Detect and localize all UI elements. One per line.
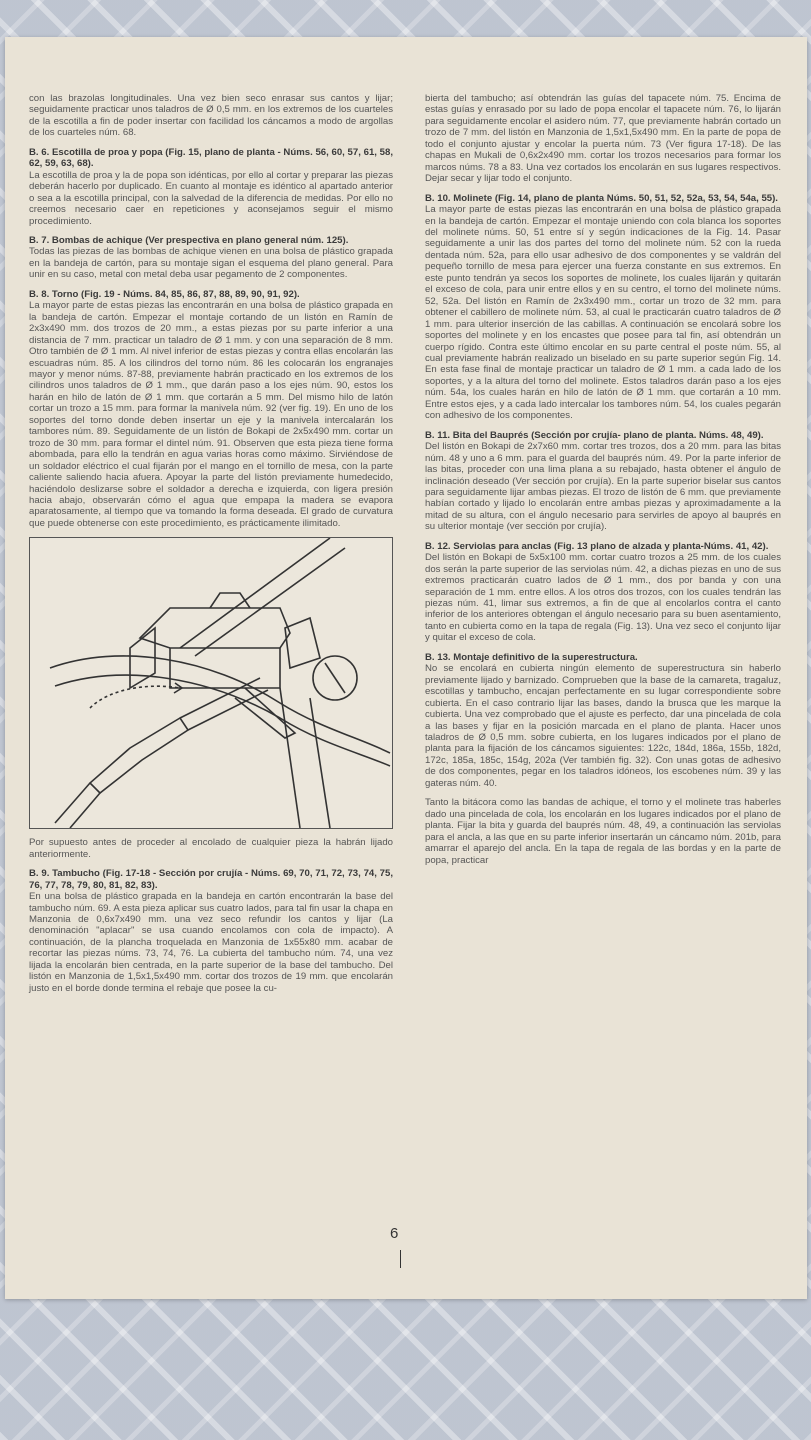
section-b13-text: No se encolará en cubierta ningún elemento de superestructura sin haberlo previamente lijado y barnizado. Comprueben que la base de la camareta, tragaluz, escotillas y tambucho, encajan perfectamente en su lugar correspondiente sobre cubierta. En el caso contrario lijar las bases, dando la brusca que les marque la cubierta. Una vez comprobado que el ajuste es perfecto, dar una pincelada de cola a las bases y fijar en la posición marcada en el plano de planta. Hacer unos taladros de Ø 0,5 mm. sobre cubierta, en los lugares indicados por el plano de planta para la fijación de los cáncamos siguientes: 122c, 184d, 186a, 155b, 182d, 172c, 185a, 185c, 154g, 202a (Ver también fig. 32). Con unas gotas de adhesivo de dos componentes, pegar en los taladros idóneos, los escobenes núm. 39 y las gateras núm. 40. bbox=[425, 663, 781, 789]
section-b10-heading: B. 10. Molinete (Fig. 14, plano de planta Núms. 50, 51, 52, 52a, 53, 54, 54a, 55). bbox=[425, 192, 778, 204]
section-b10-text: La mayor parte de estas piezas las encontrarán en una bolsa de plástico grapada en la bandeja de cartón. Empezar el montaje uniendo con cola blanca los soportes del molinete núms. 50, 51 entre sí y según indicaciones de la Fig. 14. Pasar seguidamente a unir las dos partes del torno del molinete núm. 52 con la rueda dentada núm. 52a, para ello usar adhesivo de dos componentes y se valdrán del pequeño tornillo de mesa para ejercer una fuerza constante en sus extremos. En este punto tendrán ya secos los soportes de molinete, los cuales lijarán y quitarán el exceso de cola, para unir entre ellos y en su centro, el torno del molinete núms. 52, 52a. Del listón en Ramín de 2x3x490 mm., cortar un trozo de 32 mm. para obtener el cabillero de molinete núm. 53, al cual le practicarán cuatro taladros de Ø 1 mm. para ulterior inserción de las cabillas. A continuación se encolará sobre los soportes del molinete y en los encastes que posee para tal fin, así obtendrán un cuerpo rígido. Contra este último encolar en su parte central el poste núm. 55, al cual previamente habrán realizado un biselado en su parte superior según Fig. 14. En esta fase final de montaje practicar un taladro de Ø 1 mm. a cada lado de los soportes, y a la altura del torno del molinete. Estos taladros darán paso a los ejes núm. 54a, los cuales harán en hilo de latón de Ø 1 mm. que cortarán a 10 mm. Entre estos ejes, y a cada lado intercalar los tambores núm. 54, los cuales pegarán con adhesivo de los componentes. bbox=[425, 204, 781, 422]
left-column bbox=[29, 93, 393, 1002]
section-b13 bbox=[425, 652, 781, 789]
left-intro-paragraph: con las brazolas longitudinales. Una vez bien seco enrasar sus cantos y lijar; seguidamente practicar unos taladros de Ø 0,5 mm. en los extremos de los cuarteles de la escotilla a fin de poder insertar con facilidad los cáncamos a modo de argollas de los cuarteles núm. 68. bbox=[29, 93, 393, 139]
section-b7-text: Todas las piezas de las bombas de achique vienen en una bolsa de plástico grapada en la bandeja de cartón, para su montaje sigan el esquema del plano general. Para unir en su caso, metal con metal deba usar pegamento de 2 componentes. bbox=[29, 246, 393, 281]
section-b13-heading: B. 13. Montaje definitivo de la superestructura. bbox=[425, 651, 638, 663]
section-b8 bbox=[29, 289, 393, 530]
section-b6 bbox=[29, 147, 393, 227]
document-page bbox=[5, 37, 807, 1299]
section-b9 bbox=[29, 868, 393, 994]
section-b12 bbox=[425, 541, 781, 644]
bench-vise-soldering-iron-illustration bbox=[30, 538, 392, 828]
vise-illustration-figure bbox=[29, 537, 393, 829]
section-b12-heading: B. 12. Serviolas para anclas (Fig. 13 plano de alzada y planta-Núms. 41, 42). bbox=[425, 540, 769, 552]
final-paragraph: Tanto la bitácora como las bandas de achique, el torno y el molinete tras haberles dado una pincelada de cola, los encolarán en los lugares indicados por el plano de planta. Fijar la bita y guarda del bauprés núm. 48, 49, a continuación las serviolas para el ancla, a las que en su parte inferior insertarán un cáncamo núm. 201b, para amarrar el aparejo del ancla. En la tapa de regala de las bordas y en la parte de popa, practicar bbox=[425, 797, 781, 866]
page-tick-mark bbox=[400, 1250, 401, 1268]
after-figure-note: Por supuesto antes de proceder al encolado de cualquier pieza la habrán lijado anteriormente. bbox=[29, 837, 393, 860]
section-b8-heading: B. 8. Torno (Fig. 19 - Núms. 84, 85, 86, 87, 88, 89, 90, 91, 92). bbox=[29, 288, 300, 300]
section-b7 bbox=[29, 235, 393, 281]
section-b10 bbox=[425, 193, 781, 422]
section-b11-text: Del listón en Bokapi de 2x7x60 mm. cortar tres trozos, dos a 20 mm. para las bitas núm. 48 y uno a 6 mm. para el guarda del bauprés núm. 49. Por la parte inferior de las bitas, proceder con una lima plana a su rebajado, hasta obtener el ángulo de inclinación deseado (Ver sección por crujía). En la parte superior biselar sus cantos para seguidamente lijar ambas piezas. El trozo de listón de 6 mm. que previamente habían cortado y lijado lo encolarán entre ambas piezas y aproximadamente a la mitad de su altura, con el ángulo necesario para servirles de apoyo al bauprés en su ulterior montaje (ver sección por crujía). bbox=[425, 441, 781, 533]
section-b7-heading: B. 7. Bombas de achique (Ver prespectiva en plano general núm. 125). bbox=[29, 234, 349, 246]
section-b9-text: En una bolsa de plástico grapada en la bandeja en cartón encontrarán la base del tambucho núm. 69. A esta pieza aplicar sus cuatro lados, para tal fin usar la chapa en Manzonia de 0,6x7x490 mm. una vez seco refundir los cantos y lijar (La denominación "aplacar" se usa cuando encolamos con cola de impacto). A continuación, de la plancha troquelada en Manzonia de 1x55x80 mm. acabar de recortar las piezas núms. 73, 74, 76. La cubierta del tambucho núm. 74, una vez lijada la encolarán bien centrada, en la parte superior de la base del tambucho. Del listón en Manzonia de 1,5x1,5x490 mm. cortar dos trozos de 19 mm. que encolarán justo en el borde donde termina el rebaje que posee la cu- bbox=[29, 891, 393, 994]
section-b8-text: La mayor parte de estas piezas las encontrarán en una bolsa de plástico grapada en la bandeja de cartón. Empezar el montaje cortando de un listón en Ramín de 2x3x490 mm. dos trozos de 20 mm., a estas piezas por su parte inferior a una distancia de 7 mm. practicar un taladro de Ø 1 mm. y con una separación de 8 mm. Otro también de Ø 1 mm. Al nivel inferior de estas piezas y contra ellas encolarán las escuadras núm. 85. A los cilindros del torno núm. 86 les colocarán los engranajes mayor y menor núms. 87-88, previamente habrán practicado en los extremos de los cilindros unos taladros de Ø 1 mm., que darán paso a los ejes núm. 90, estos los harán en hilo de latón de Ø 1 mm. que cortarán a 5 mm. Del mismo hilo de latón cortar un trozo a 15 mm. para formar la manivela núm. 92 (ver fig. 19). En uno de los soportes del torno donde deben insertar un eje y la manivela intercalarán los tambores núm. 89. Seguidamente de un listón de Bokapi de 2x5x490 mm. cortar un trozo de 30 mm. para formar el dintel núm. 91. Observen que esta pieza tiene forma abombada, para ello la tendrán en agua varias horas como máximo. Sirviéndose de un soldador eléctrico el cual fijarán por el mango en el tornillo de mesa, con la parte caliente saliendo hacia afuera. Apoyar la parte del listón previamente humedecido, haciéndolo deslizarse sobre el soldador a derecha e izquierda, con ligera presión hacia abajo, observarán cómo el agua que empapa la madera se evapora aparatosamente, al tiempo que va tomando la forma deseada. El grado de curvatura que puede obtenerse con este procedimiento, es prácticamente ilimitado. bbox=[29, 300, 393, 529]
page-number: 6 bbox=[390, 1225, 399, 1242]
section-b12-text: Del listón en Bokapi de 5x5x100 mm. cortar cuatro trozos a 25 mm. de los cuales dos serán la parte superior de las serviolas núm. 42, a dichas piezas en uno de sus extremos practicarán cuatro lados de Ø 1 mm., dos por banda y con una separación de 1 mm. entre ellos. A los otros dos trozos, con los cuales tendrán las piezas núm. 41, limar sus extremos, a fin de que al encolarlos contra el canto inferior de los anteriores obtengan el ángulo necesario para su buen asentamiento, tanto en cubierta como en la tapa de regala (Fig. 13). Una vez seco el conjunto lijar y quitar el exceso de cola. bbox=[425, 552, 781, 644]
section-b9-heading: B. 9. Tambucho (Fig. 17-18 - Sección por crujía - Núms. 69, 70, 71, 72, 73, 74, 75, 76, 77, 78, 79, 80, 81, 82, 83). bbox=[29, 868, 393, 891]
section-b6-text: La escotilla de proa y la de popa son idénticas, por ello al cortar y preparar las piezas deberán hacerlo por duplicado. En cuanto al montaje es idéntico al apartado anterior o sea a la escotilla principal, con la salvedad de la diferencia de medidas. Por ello no creemos necesario caer en repeticiones y aconsejamos seguir el mismo procedimiento. bbox=[29, 169, 393, 227]
section-b6-heading: B. 6. Escotilla de proa y popa (Fig. 15, plano de planta - Núms. 56, 60, 57, 61, 58, 62, 59, 63, 68). bbox=[29, 146, 393, 170]
right-column bbox=[425, 93, 781, 874]
section-b11 bbox=[425, 430, 781, 533]
section-b11-heading: B. 11. Bita del Bauprés (Sección por crujía- plano de planta. Núms. 48, 49). bbox=[425, 429, 764, 441]
right-intro-paragraph: bierta del tambucho; así obtendrán las guías del tapacete núm. 75. Encima de estas guías y enrasado por su lado de popa encolar el tapacete núm. 76, lo lijarán para seguidamente encolar el asidero núm. 77, que previamente habrán cortado un trozo de 7 mm. del listón en Manzonia de 1,5x1,5x490 mm. En la parte de popa de todo el conjunto ajustar y encolar la puerta núm. 73 (Ver figura 17-18). De las chapas en Mukali de 0,6x2x490 mm. cortar los trozos necesarios para formar los marcos núms. 78 a 83. Una vez cortados los encolarán en sus lugares respectivos. Dejar secar y lijar todo el conjunto. bbox=[425, 93, 781, 185]
